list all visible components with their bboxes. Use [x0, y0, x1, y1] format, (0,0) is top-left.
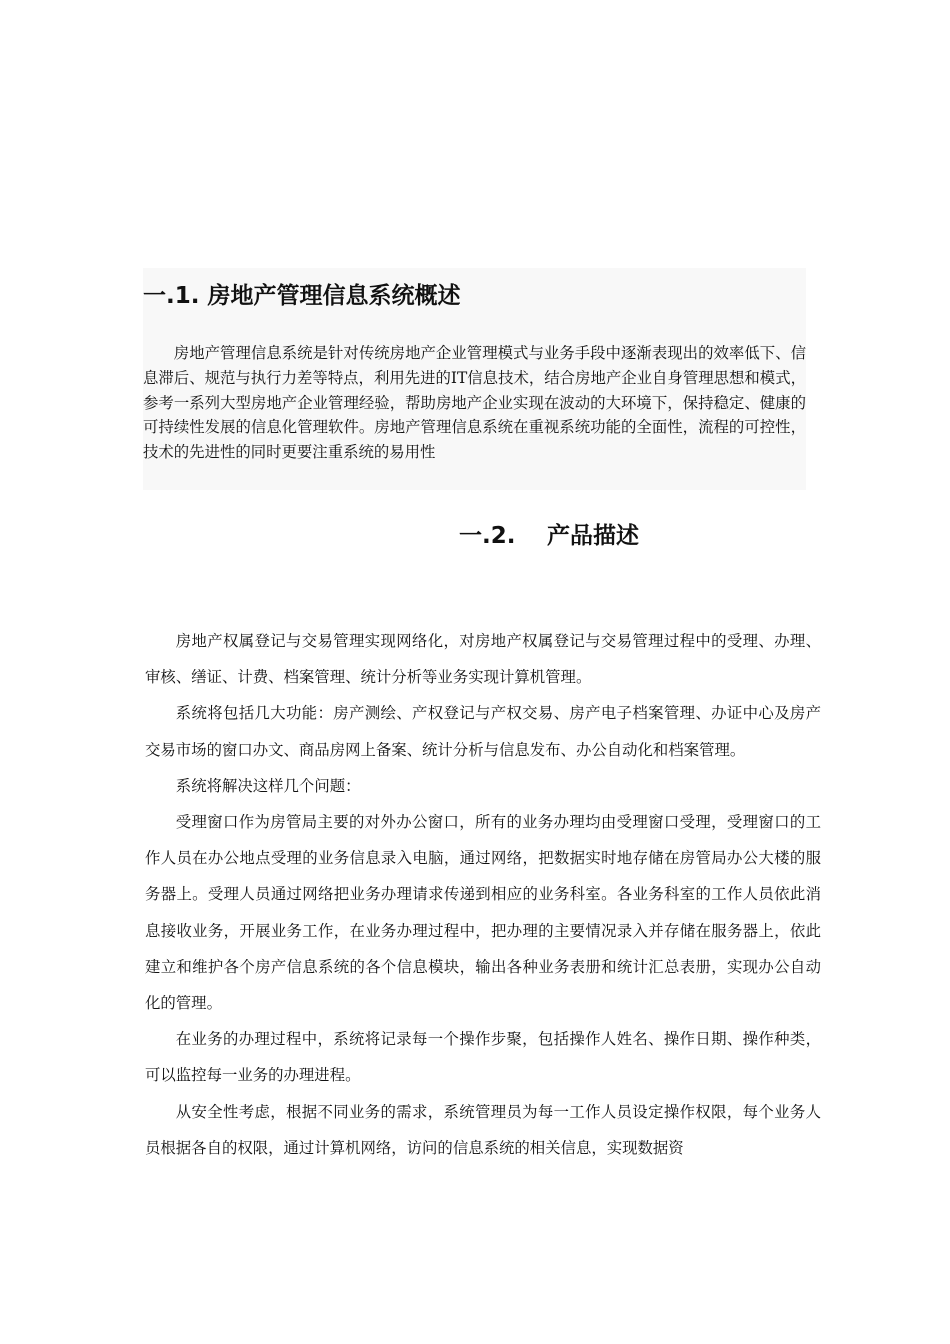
- paragraph: 房地产权属登记与交易管理实现网络化，对房地产权属登记与交易管理过程中的受理、办理、审核、缮证、计费、档案管理、统计分析等业务实现计算机管理。: [145, 632, 821, 687]
- overview-section: [143, 268, 806, 490]
- paragraph: 系统将解决这样几个问题：: [175, 776, 361, 795]
- paragraph: 在业务的办理过程中，系统将记录每一个操作步聚，包括操作人姓名、操作日期、操作种类，可以监控每一业务的办理进程。: [145, 1030, 821, 1085]
- product-description-body: [145, 623, 821, 1166]
- section-heading-overview: 一.1. 房地产管理信息系统概述: [143, 283, 461, 309]
- paragraph: 受理窗口作为房管局主要的对外办公窗口，所有的业务办理均由受理窗口受理，受理窗口的工作人员在办公地点受理的业务信息录入电脑，通过网络，把数据实时地存储在房管局办公大楼的服务器上。受理人员通过网络把业务办理请求传递到相应的业务科室。各业务科室的工作人员依此消息接收业务，开展业务工作，在业务办理过程中，把办理的主要情况录入并存储在服务器上，依此建立和维护各个房产信息系统的各个信息模块，输出各种业务表册和统计汇总表册，实现办公自动化的管理。: [145, 813, 821, 1013]
- overview-paragraph: 房地产管理信息系统是针对传统房地产企业管理模式与业务手段中逐渐表现出的效率低下、信息滞后、规范与执行力差等特点，利用先进的IT信息技术，结合房地产企业自身管理思想和模式，参考一系列大型房地产企业管理经验，帮助房地产企业实现在波动的大环境下，保持稳定、健康的可持续性发展的信息化管理软件。房地产管理信息系统在重视系统功能的全面性，流程的可控性，技术的先进性的同时更要注重系统的易用性: [143, 344, 806, 462]
- paragraph: 系统将包括几大功能：房产测绘、产权登记与产权交易、房产电子档案管理、办证中心及房产交易市场的窗口办文、商品房网上备案、统计分析与信息发布、办公自动化和档案管理。: [145, 704, 821, 759]
- heading-title: 产品描述: [547, 523, 639, 549]
- section-heading-product: [459, 518, 639, 554]
- paragraph: 从安全性考虑，根据不同业务的需求，系统管理员为每一工作人员设定操作权限，每个业务人员根据各自的权限，通过计算机网络，访问的信息系统的相关信息，实现数据资: [145, 1102, 821, 1157]
- heading-number: 一.2.: [459, 523, 516, 549]
